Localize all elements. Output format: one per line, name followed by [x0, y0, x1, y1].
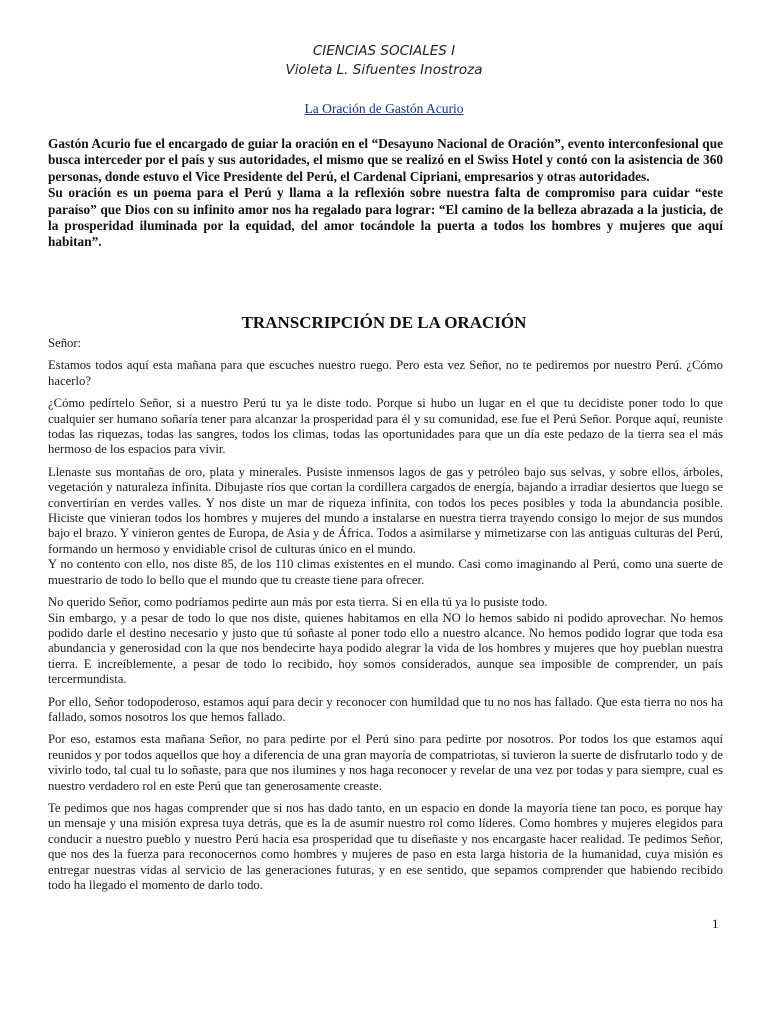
- intro-section: [48, 136, 723, 251]
- document-title-link[interactable]: La Oración de Gastón Acurio: [304, 101, 464, 116]
- document-header: [0, 42, 768, 80]
- transcription-body: [48, 336, 723, 900]
- section-title: TRANSCRIPCIÓN DE LA ORACIÓN: [241, 313, 527, 332]
- body-paragraph: Por ello, Señor todopoderoso, estamos aquí para decir y reconocer con humildad que tu no nos has fallado. Que esta tierra no nos ha fallado, somos nosotros los que hemos fallado.: [48, 694, 723, 724]
- body-paragraph: Te pedimos que nos hagas comprender que si nos has dado tanto, en un espacio en donde la mayoría tiene tan poco, es porque hay un mensaje y una misión expresa tuya detrás, que es la de asumir nuestro rol como líderes. Como hombres y mujeres elegidos para conducir a nuestro pueblo y nuestro Perú hacia esa prosperidad que tu diseñaste y nos encargaste hacer realidad. Te pedimos Señor, que nos des la fuerza para reconocernos como hombres y mujeres de paso en esta larga historia de la humanidad, cuya misión es entregar nuestras vidas al servicio de las generaciones futuras, y en ese sentido, que sepamos comprender que habiendo recibido todo ha llegado el momento de darlo todo.: [48, 800, 723, 892]
- author-name: Violeta L. Sifuentes Inostroza: [285, 62, 483, 78]
- body-paragraph: Llenaste sus montañas de oro, plata y minerales. Pusiste inmensos lagos de gas y petróleo bajo sus selvas, y sobre ellos, árboles, vegetación y naturaleza infinita. Dibujaste ríos que cortan la cordillera cargados de energía, bajando a irradiar desiertos que luego se convertirían en verdes valles. Y nos diste un mar de riqueza infinita, con todos los peces posibles y toda la abundancia posible. Hiciste que vinieran todos los hombres y mujeres del mundo a instalarse en nuestra tierra trayendo consigo lo mejor de sus mundos bajo el brazo. Y vinieron gentes de Europa, de Asia y de África. Todos a asimilarse y mimetizarse con las antiguas culturas del Perú, formando un hermoso y envidiable crisol de culturas único en el mundo.: [48, 464, 723, 556]
- body-paragraph: Por eso, estamos esta mañana Señor, no para pedirte por el Perú sino para pedirte por nosotros. Por todos los que estamos aquí reunidos y por todos aquellos que hoy a diferencia de una gran mayoría de compatriotas, si tuvieron la suerte de disfrutarlo todo y de vivirlo todo, tal cual tu lo soñaste, para que nos ilumines y nos haga reconocer y revelar de una vez por todas y para siempre, cual es nuestro verdadero rol en este Perú que tan generosamente creaste.: [48, 732, 723, 793]
- body-paragraph: Y no contento con ello, nos diste 85, de los 110 climas existentes en el mundo. Casi como imaginando al Perú, como una suerte de muestrario de todo lo bello que el mundo que tu creaste tiene para ofrecer.: [48, 557, 723, 587]
- body-paragraph-salutation: Señor:: [48, 336, 82, 350]
- course-name: CIENCIAS SOCIALES I: [312, 43, 456, 59]
- intro-paragraph-2: Su oración es un poema para el Perú y llama a la reflexión sobre nuestra falta de compromiso para cuidar “este paraíso” que Dios con su infinito amor nos ha regalado para lograr: “El camino de la belleza abrazada a la justicia, de la prosperidad iluminada por la equidad, del amor tocándole la puerta a todos los hombres y mujeres que aquí habitan”.: [48, 185, 723, 250]
- page-number: 1: [712, 916, 719, 931]
- body-paragraph: ¿Cómo pedírtelo Señor, si a nuestro Perú tu ya le diste todo. Porque si hubo un lugar en el que tu decidiste poner todo lo que cualquier ser humano soñaría tener para alcanzar la prosperidad para él y su comunidad, ese fue el Perú Señor. Porque aquí, reuniste todas las riquezas, todas las sangres, todos los climas, todas las oportunidades para que un día este pedazo de la tierra sea el más hermoso de los espacios para vivir.: [48, 396, 723, 457]
- body-paragraph: Sin embargo, y a pesar de todo lo que nos diste, quienes habitamos en ella NO lo hemos sabido ni podido aprovechar. No hemos podido darle el destino necesario y justo que tú soñaste al poner todo ello a nuestro alcance. No hemos podido lograr que toda esa abundancia y generosidad con la que nos bendecirte haya podido alegrar la vida de los hombres y mujeres que hoy pueblan nuestra tierra. E increíblemente, a pesar de todo lo recibido, hoy somos considerados, aunque sea imposible de comprender, un país tercermundista.: [48, 610, 723, 687]
- intro-paragraph-1: Gastón Acurio fue el encargado de guiar la oración en el “Desayuno Nacional de Oración”, evento interconfesional que busca interceder por el país y sus autoridades, el mismo que se realizó en el Swiss Hotel y contó con la asistencia de 360 personas, donde estuvo el Vice Presidente del Perú, el Cardenal Cipriani, empresarios y otras autoridades.: [48, 136, 723, 184]
- body-paragraph: No querido Señor, como podríamos pedirte aun más por esta tierra. Si en ella tú ya lo pusiste todo.: [48, 595, 548, 610]
- body-paragraph: Estamos todos aquí esta mañana para que escuches nuestro ruego. Pero esta vez Señor, no te pediremos por nuestro Perú. ¿Cómo hacerlo?: [48, 358, 723, 388]
